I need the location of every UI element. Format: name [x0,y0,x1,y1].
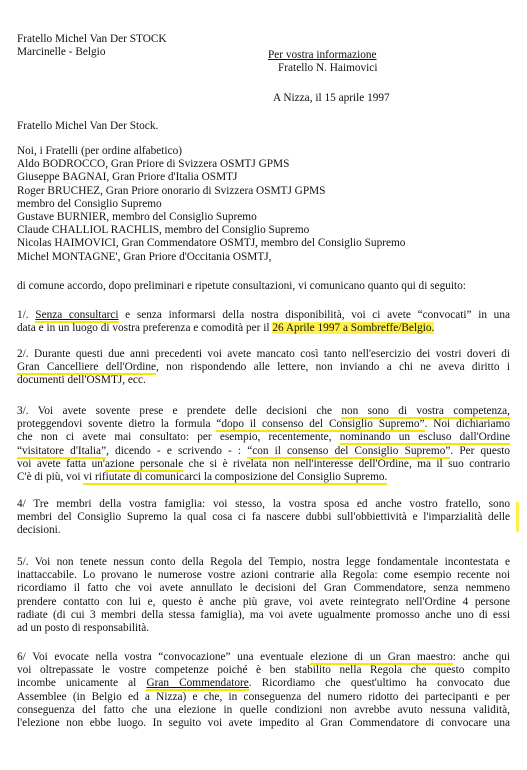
info-sender: Fratello N. Haimovici [278,62,378,75]
paragraph-6: 6/ Voi evocate nella vostra “convocazione” una eventuale elezione di un Gran maestro: anche qui voi oltrepassate le vostre competenze poiché è ben stabilito nella Regola che questo compito incombe unicamente al Gran Commendatore. Ricordiamo che quest'ultimo ha convocato due Assemblee (in Belgio ed a Nizza) e che, in conseguenza del numero ridotto dei partecipanti e per conseguenza del fatto che una elezione in quelle condizioni non avrebbe avuto nessuna validità, l'elezione non ebbe luogo. In seguito voi avete impedito al Gran Commendatore di convocare una [17,651,511,729]
intro-line: Noi, i Fratelli (per ordine alfabetico) [17,145,182,157]
highlight: azione personale [104,457,184,470]
intro-line: Aldo BODROCCO, Gran Priore di Svizzera OSMTJ GPMS [17,158,290,171]
intro-line: Giuseppe BAGNAI, Gran Priore d'Italia OSMTJ [17,171,238,184]
sender-block [17,33,167,59]
salutation: Fratello Michel Van Der Stock. [17,120,159,132]
highlight: Gran Commendatore [146,677,249,690]
highlight: vi rifiutate di comunicarci la composizione del Consiglio Supremo. [83,470,388,483]
highlight: Senza consultarci [35,309,119,321]
margin-mark [516,502,519,532]
intro-line: Michel MONTAGNE', Gran Priore d'Occitania OSMTJ, [17,250,272,263]
highlight: 26 Aprile 1997 a Sombreffe/Belgio. [272,322,435,335]
highlight: nominando un escluso dall'Ordine [339,431,511,444]
paragraph-1: 1/. Senza consultarci e senza informarsi della nostra disponibilità, voi ci avete “convocati” in una data e in un luogo di vostra preferenza e comodità per il 26 Aprile 1997 a Sombreffe/Belgio. [17,309,510,335]
highlight: Gran Cancelliere dell'Ordine [17,361,157,374]
paragraph-4: 4/ Tre membri della vostra famiglia: voi stesso, la vostra sposa ed anche vostro fratello, sono membri del Consiglio Supremo la qual cosa ci fa nascere dubbi sull'obbiettività e l'imparzialità delle decisioni. [17,498,510,537]
sender-location: Marcinelle - Belgio [17,46,106,59]
highlight: “visitatore d'Italia” [17,444,107,457]
intro-block [17,145,405,264]
intro-line: Claude CHALLIOL RACHLIS, membro del Consiglio Supremo [17,224,310,237]
highlight: non sono di vostra competenza, [341,405,510,417]
paragraph-5: 5/. Voi non tenete nessun conto della Regola del Tempio, nostra legge fondamentale incontestata e inattaccabile. Lo provano le numerose vostre azioni contrarie alla Regola: come esempio recente noi ricordiamo il fatto che voi avete annullato le decisioni del Gran Commendatore, senza nemmeno prendere contatto con lui e, questo è anche più grave, voi avete reintegrato nell'Ordine 4 persone radiate (di cui 3 membri della stessa famiglia), ma voi avete ugualmente promosso anche uno di essi ad un posto di responsabilità. [17,556,510,634]
intro-line: Gustave BURNIER, membro del Consiglio Supremo [17,210,257,223]
accord-line: di comune accordo, dopo preliminari e ripetute consultazioni, vi comunicano quanto qui di seguito: [17,280,466,292]
intro-line: Nicolas HAIMOVICI, Gran Commendatore OSMTJ, membro del Consiglio Supremo [17,237,406,250]
place-date: A Nizza, il 15 aprile 1997 [273,92,390,104]
highlight: “dopo il consenso del Consiglio Supremo” [216,418,425,431]
intro-line: Roger BRUCHEZ, Gran Priore onorario di Svizzera OSMTJ GPMS [17,184,326,197]
paragraph-3: 3/. Voi avete sovente prese e prendete delle decisioni che non sono di vostra competenza, proteggendovi sovente dietro la formula “dopo il consenso del Consiglio Supremo”. Noi dichiariamo che non ci avete mai consultato: per esempio, recentemente, nominando un escluso dall'Ordine “visitatore d'Italia”, dicendo - e scrivendo - : “con il consenso del Consiglio Supremo”. Per questo voi avete fatta un'azione personale che si è rivelata non nell'interesse dell'Ordine, ma il suo contrario C'è di più, voi vi rifiutate di comunicarci la composizione del Consiglio Supremo. [17,405,511,483]
highlight: elezione di un Gran maestro [310,651,453,663]
highlight: “con il consenso del Consiglio Supremo” [247,444,451,457]
info-heading: Per vostra informazione [268,49,377,61]
sender-name: Fratello Michel Van Der STOCK [17,33,167,45]
info-block [268,49,377,75]
paragraph-2: 2/. Durante questi due anni precedenti voi avete mancato così tanto nell'esercizio dei vostri doveri di Gran Cancelliere dell'Ordine, non rispondendo alle lettere, non inviando a chi ne aveva diritto i documenti dell'OSMTJ, ecc. [17,348,510,387]
intro-line: membro del Consiglio Supremo [17,197,162,210]
